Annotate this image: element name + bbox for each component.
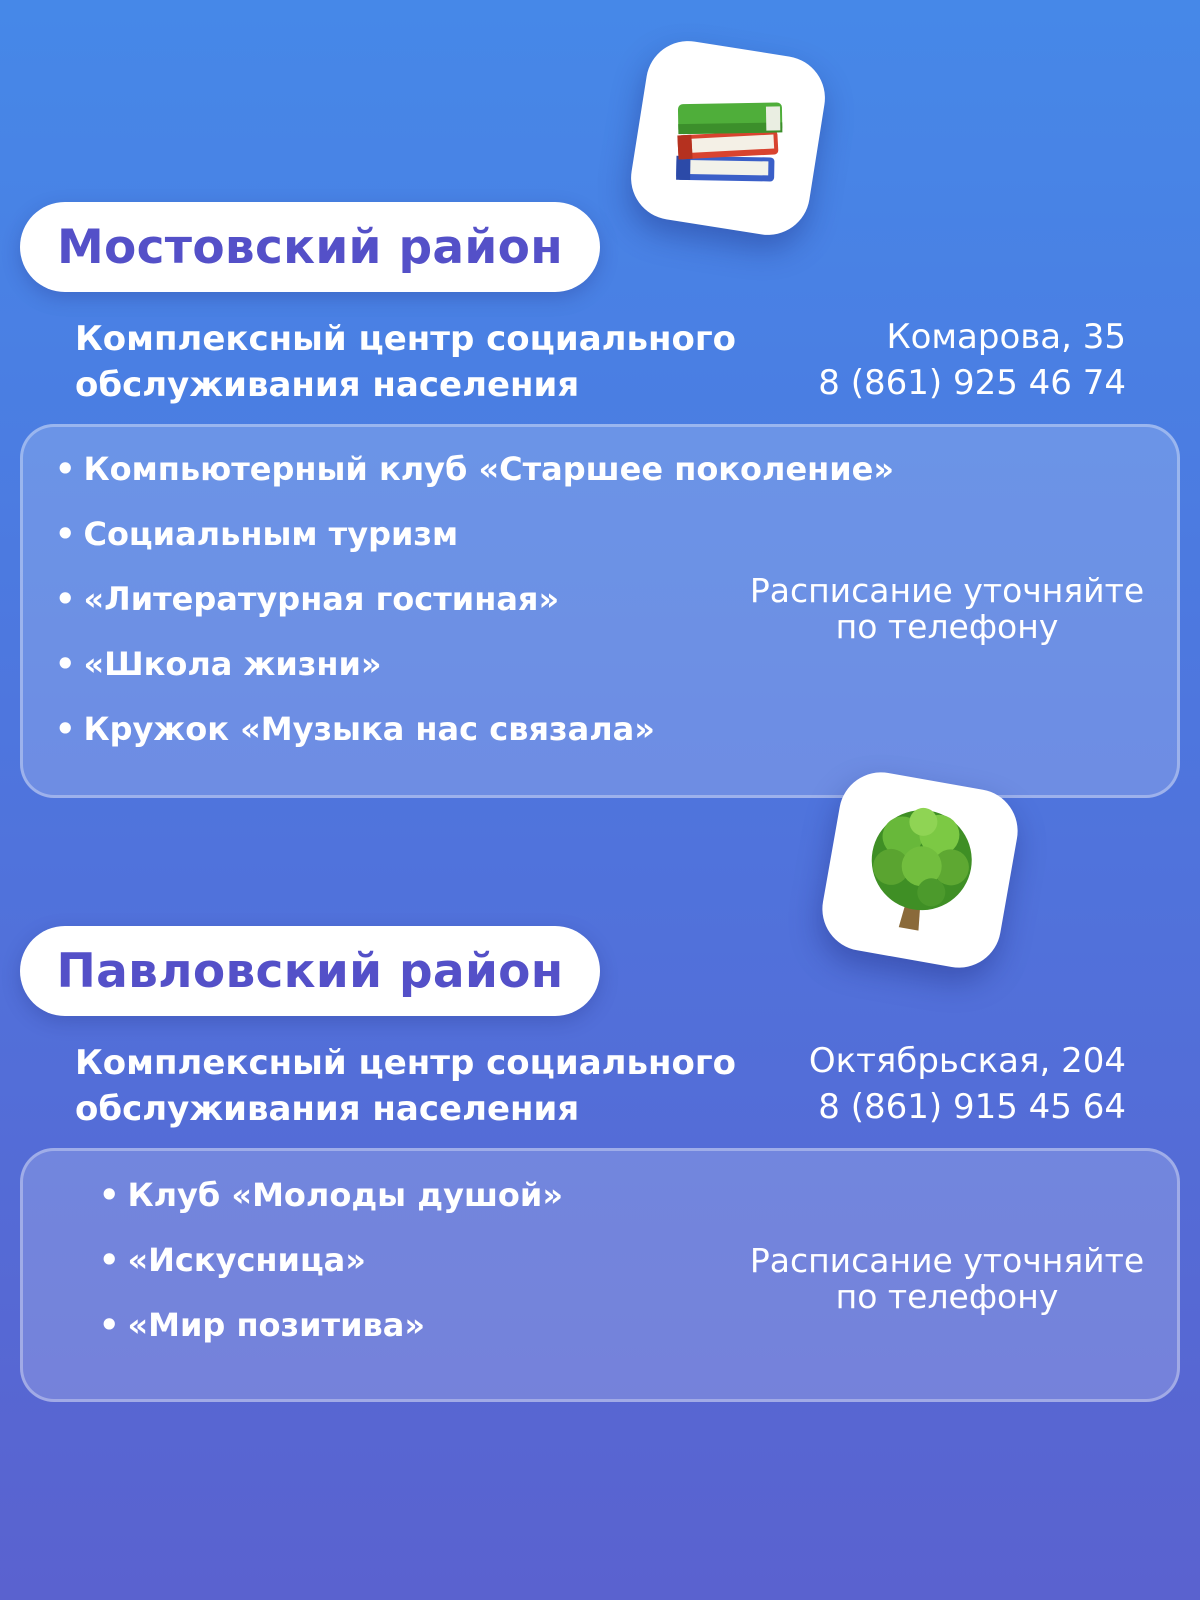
list-item: • Кружок «Музыка нас связала» bbox=[55, 710, 655, 748]
district-badge-mostovsky bbox=[20, 202, 600, 292]
phone-number: 8 (861) 915 45 64 bbox=[818, 1087, 1126, 1127]
books-icon-tile bbox=[625, 35, 831, 241]
list-item: • «Школа жизни» bbox=[55, 645, 382, 683]
activities-card bbox=[20, 1148, 1180, 1402]
tree-icon-tile bbox=[816, 766, 1025, 975]
list-item: • «Мир позитива» bbox=[99, 1306, 426, 1344]
address: Октябрьская, 204 bbox=[808, 1041, 1126, 1081]
address: Комарова, 35 bbox=[886, 317, 1126, 357]
organization-name: Комплексный центр социального обслуживания населения bbox=[75, 319, 737, 405]
organization-name: Комплексный центр социального обслуживания населения bbox=[75, 1043, 737, 1129]
list-item: • Клуб «Молоды душой» bbox=[99, 1176, 563, 1214]
district-title: Павловский район bbox=[56, 943, 564, 999]
phone-number: 8 (861) 925 46 74 bbox=[818, 363, 1126, 403]
list-item: • Компьютерный клуб «Старшее поколение» bbox=[55, 450, 895, 488]
activities-list bbox=[99, 1163, 563, 1358]
books-icon bbox=[654, 64, 803, 213]
list-item: • Социальным туризм bbox=[55, 515, 459, 553]
list-item: • «Литературная гостиная» bbox=[55, 580, 560, 618]
activities-card bbox=[20, 424, 1180, 798]
tree-icon bbox=[844, 790, 996, 950]
list-item: • «Искусница» bbox=[99, 1241, 366, 1279]
schedule-note: Расписание уточняйте по телефону bbox=[749, 571, 1145, 646]
district-title: Мостовский район bbox=[56, 219, 564, 275]
schedule-note: Расписание уточняйте по телефону bbox=[749, 1241, 1145, 1316]
district-badge-pavlovsky bbox=[20, 926, 600, 1016]
contact-info bbox=[746, 1038, 1126, 1130]
contact-info bbox=[746, 314, 1126, 406]
